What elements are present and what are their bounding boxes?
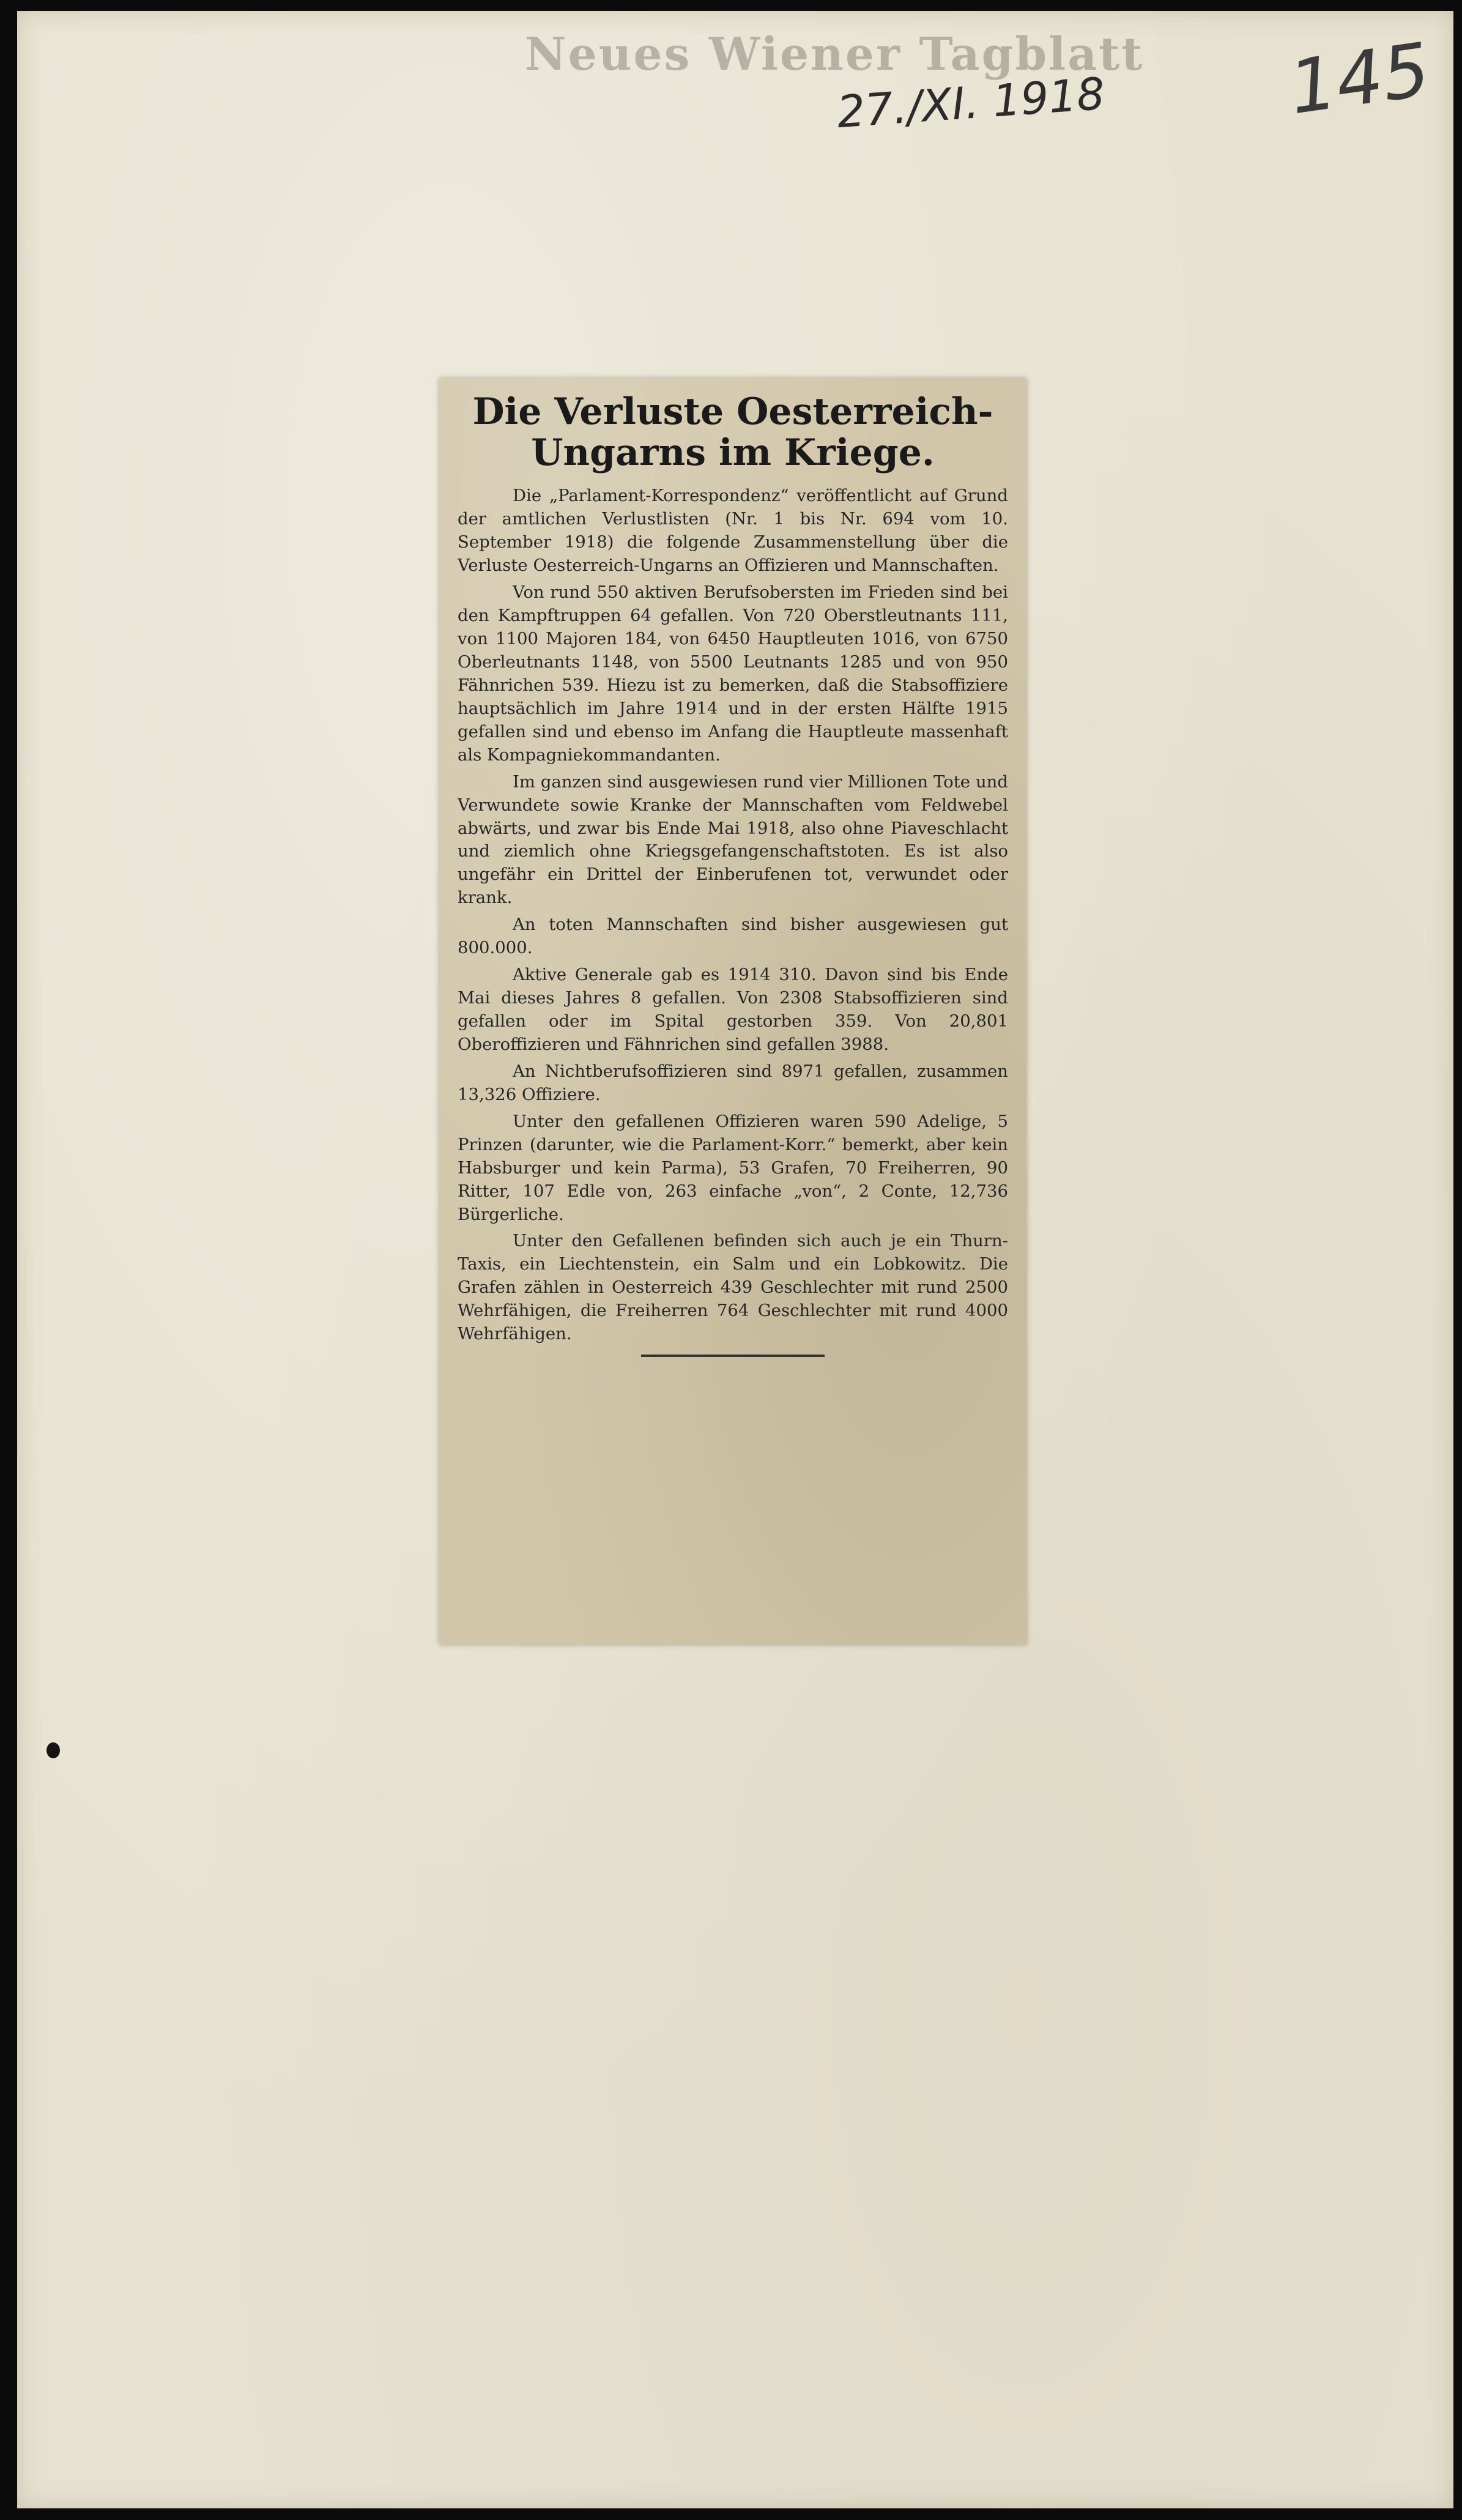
article-paragraph: Von rund 550 aktiven Berufsobersten im Frieden sind bei den Kampftruppen 64 gefallen. Von 720 Oberstleutnants 111, von 1100 Majoren 184, von 6450 Hauptleuten 1016, von 6750 Oberleutnants 1148, von 5500 Leutnants 1285 und von 950 Fähnrichen 539. Hiezu ist zu bemerken, daß die Stabsoffiziere hauptsächlich im Jahre 1914 und in der ersten Hälfte 1915 gefallen sind und ebenso im Anfang die Hauptleute massenhaft als Kompagniekommandanten.	[458, 582, 1008, 765]
article-paragraph: Im ganzen sind ausgewiesen rund vier Millionen Tote und Verwundete sowie Kranke der Mannschaften vom Feldwebel abwärts, und zwar bis Ende Mai 1918, also ohne Piaveschlacht und ziemlich ohne Kriegsgefangenschaftstoten. Es ist also ungefähr ein Drittel der Einberufenen tot, verwundet oder krank.	[458, 771, 1008, 908]
article-headline: Die Verluste Oesterreich-Ungarns im Kriege.	[472, 390, 993, 475]
archive-sheet	[17, 11, 1453, 2508]
newspaper-clipping	[439, 378, 1026, 1645]
article-paragraph: Die „Parlament-Korrespondenz“ veröffentlicht auf Grund der amtlichen Verlustlisten (Nr. 1 bis Nr. 694 vom 10. September 1918) die folgende Zusammenstellung über die Verluste Oesterreich-Ungarns an Offizieren und Mannschaften.	[458, 486, 1008, 576]
article-paragraph: An toten Mannschaften sind bisher ausgewiesen gut 800.000.	[458, 915, 1008, 958]
handwritten-page-number: 145	[1284, 27, 1435, 132]
article-paragraph: Unter den gefallenen Offizieren waren 590 Adelige, 5 Prinzen (darunter, wie die Parlament-Korr.“ bemerkt, aber kein Habsburger und kein Parma), 53 Grafen, 70 Freiherren, 90 Ritter, 107 Edle von, 263 einfache „von“, 2 Conte, 12,736 Bürgerliche.	[458, 1111, 1008, 1224]
article-paragraph: An Nichtberufsoffizieren sind 8971 gefallen, zusammen 13,326 Offiziere.	[458, 1061, 1008, 1104]
article-paragraph: Unter den Gefallenen befinden sich auch je ein Thurn-Taxis, ein Liechtenstein, ein Salm und ein Lobkowitz. Die Grafen zählen in Oesterreich 439 Geschlechter mit rund 2500 Wehrfähigen, die Freiherren 764 Geschlechter mit rund 4000 Wehrfähigen.	[458, 1231, 1008, 1344]
newspaper-name-stamp: Neues Wiener Tagblatt	[525, 28, 1145, 81]
binding-hole	[46, 1742, 60, 1758]
handwritten-date: 27./XI. 1918	[835, 67, 1107, 138]
article-paragraph: Aktive Generale gab es 1914 310. Davon sind bis Ende Mai dieses Jahres 8 gefallen. Von 2308 Stabsoffizieren sind gefallen oder im Spital gestorben 359. Von 20,801 Oberoffizieren und Fähnrichen sind gefallen 3988.	[458, 965, 1008, 1054]
closing-rule	[641, 1355, 825, 1357]
